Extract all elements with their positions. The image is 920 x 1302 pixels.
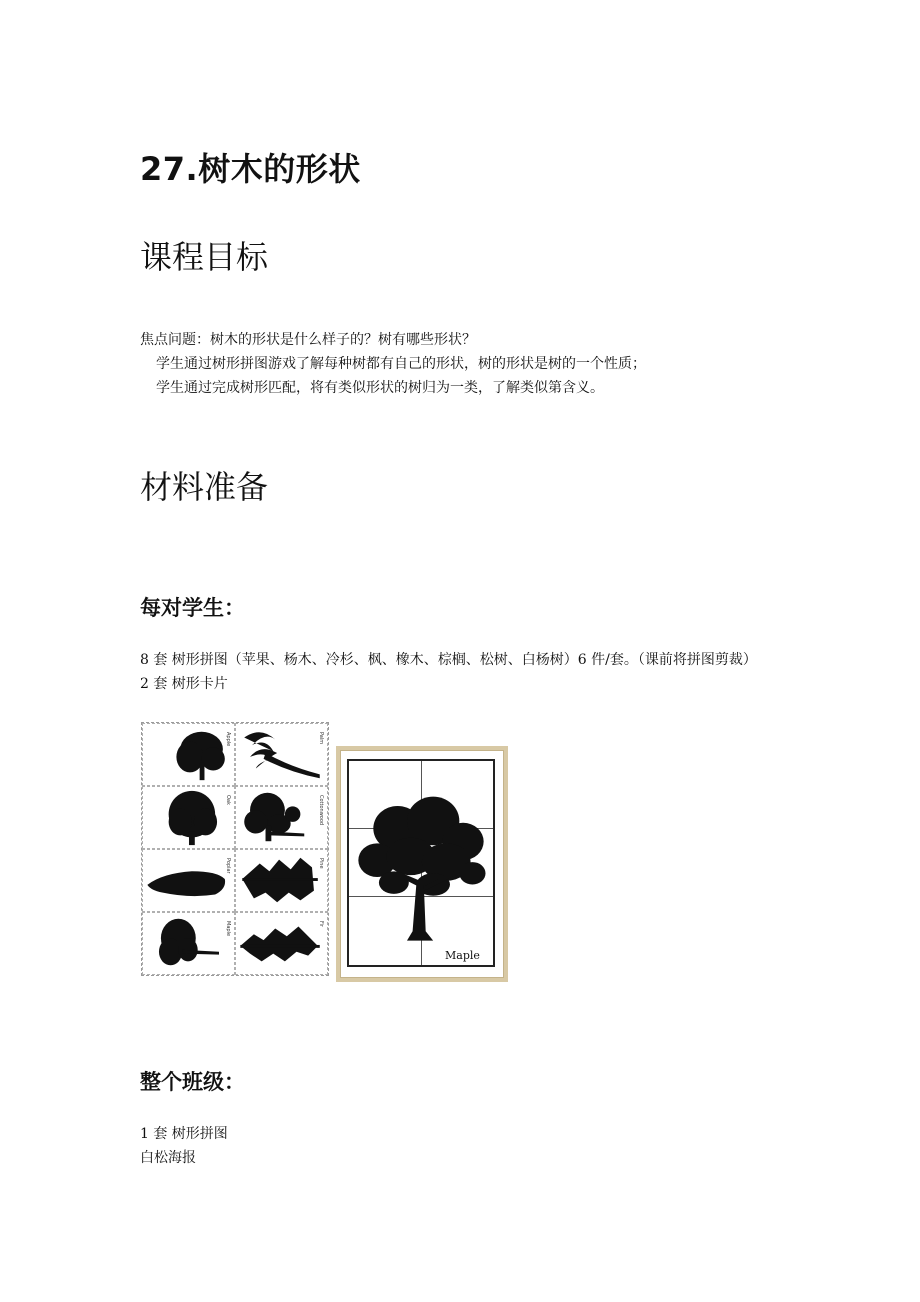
maple-puzzle-image bbox=[336, 746, 508, 982]
card-pine bbox=[235, 849, 328, 912]
oak-tree-icon bbox=[143, 787, 234, 848]
section-heading-materials: 材料准备 bbox=[140, 468, 269, 506]
puzzle-board bbox=[347, 759, 495, 967]
document-title: 27.树木的形状 bbox=[140, 150, 361, 188]
puzzle-frame bbox=[340, 750, 504, 978]
card-label-poplar: Poplar bbox=[225, 858, 231, 874]
card-oak bbox=[142, 786, 235, 849]
per-pair-line-1: 8 套 树形拼图（苹果、杨木、冷杉、枫、橡木、棕榈、松树、白杨树）6 件/套。（课前将拼图剪裁） bbox=[140, 652, 757, 668]
card-apple bbox=[142, 723, 235, 786]
card-label-pine: Pine bbox=[318, 858, 324, 869]
maple-silhouette-icon bbox=[349, 761, 493, 965]
puzzle-label: Maple bbox=[445, 949, 480, 962]
per-pair-line-2: 2 套 树形卡片 bbox=[140, 676, 228, 692]
goal-point-1: 学生通过树形拼图游戏了解每种树都有自己的形状，树的形状是树的一个性质； bbox=[156, 356, 646, 372]
per-pair-list bbox=[140, 648, 790, 696]
goals-body bbox=[140, 328, 790, 400]
section-heading-goals: 课程目标 bbox=[140, 238, 269, 276]
focus-question: 焦点问题：树木的形状是什么样子的？树有哪些形状？ bbox=[140, 332, 476, 348]
apple-tree-icon bbox=[143, 724, 234, 785]
whole-class-line-2: 白松海报 bbox=[140, 1150, 196, 1166]
whole-class-list bbox=[140, 1122, 790, 1170]
palm-tree-icon bbox=[236, 724, 327, 785]
card-label-maple: Maple bbox=[225, 921, 231, 937]
poplar-tree-icon bbox=[143, 850, 234, 911]
card-maple bbox=[142, 912, 235, 975]
card-label-oak: Oak bbox=[225, 795, 231, 805]
cottonwood-tree-icon bbox=[236, 787, 327, 848]
goal-point-2: 学生通过完成树形匹配，将有类似形状的树归为一类，了解类似第含义。 bbox=[156, 380, 604, 396]
card-poplar bbox=[142, 849, 235, 912]
card-label-apple: Apple bbox=[225, 732, 231, 747]
maple-tree-icon bbox=[143, 913, 234, 974]
card-fir bbox=[235, 912, 328, 975]
pine-tree-icon bbox=[236, 850, 327, 911]
tree-cards-image bbox=[141, 722, 329, 976]
card-label-fir: Fir bbox=[318, 921, 324, 927]
card-palm bbox=[235, 723, 328, 786]
whole-class-line-1: 1 套 树形拼图 bbox=[140, 1126, 228, 1142]
card-cottonwood bbox=[235, 786, 328, 849]
subheading-whole-class: 整个班级： bbox=[140, 1070, 245, 1094]
card-label-cottonwood: Cottonwood bbox=[318, 795, 324, 826]
fir-tree-icon bbox=[236, 913, 327, 974]
subheading-per-pair: 每对学生： bbox=[140, 596, 245, 620]
card-label-palm: Palm bbox=[318, 732, 324, 745]
